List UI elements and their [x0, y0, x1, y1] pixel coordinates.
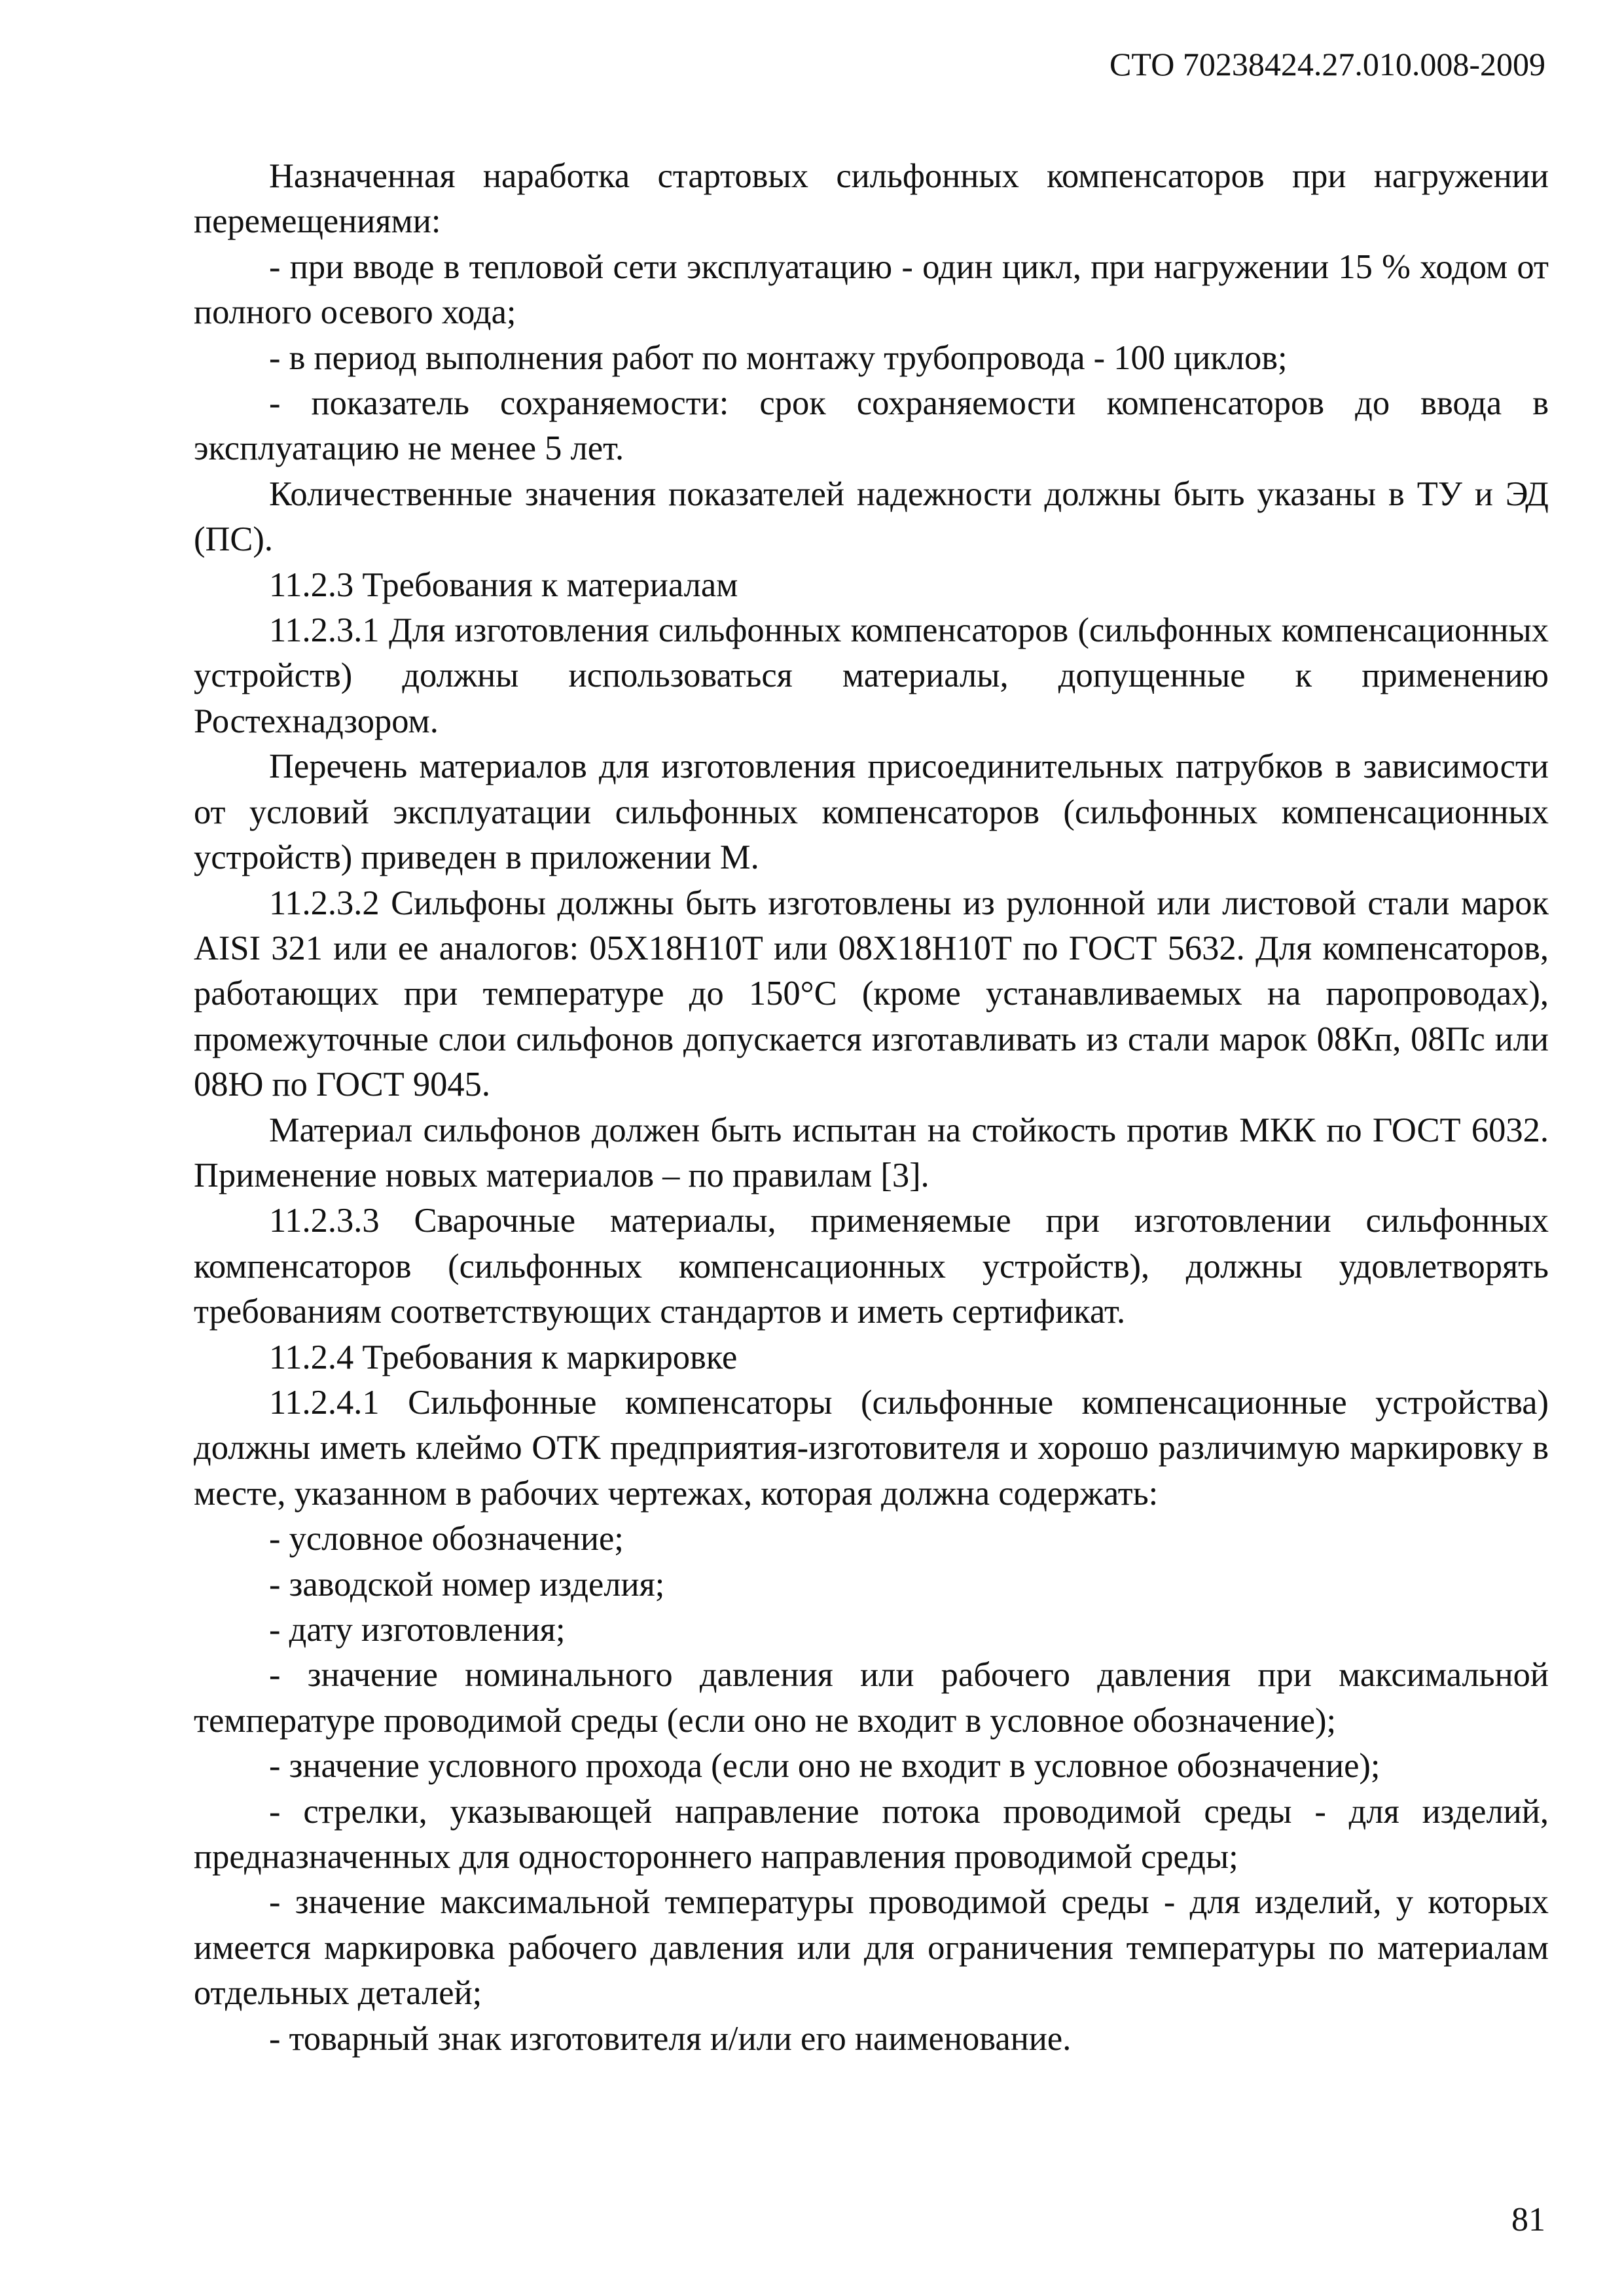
- list-item-max-temperature: - значение максимальной температуры проводимой среды - для изделий, у которых имеется маркировка рабочего давления или для ограничения температуры по материалам отдельных деталей;: [194, 1883, 1549, 2013]
- list-item-installation-period: - в период выполнения работ по монтажу трубопровода - 100 циклов;: [269, 338, 1288, 377]
- list-item-nominal-bore: - значение условного прохода (если оно не входит в условное обозначение);: [269, 1747, 1380, 1785]
- list-item-nominal-pressure: - значение номинального давления или рабочего давления при максимальной температуре проводимой среды (если оно не входит в условное обозначение);: [194, 1656, 1549, 1740]
- list-item-commissioning: - при вводе в тепловой сети эксплуатацию - один цикл, при нагружении 15 % ходом от полного осевого хода;: [194, 247, 1549, 332]
- document-code-header: СТО 70238424.27.010.008-2009: [1110, 46, 1545, 82]
- clause-11-2-3-1: 11.2.3.1 Для изготовления сильфонных компенсаторов (сильфонных компенсационных устройств) должны использоваться материалы, допущенные к применению Ростехнадзором.: [194, 611, 1549, 740]
- section-heading-materials: 11.2.3 Требования к материалам: [269, 565, 738, 604]
- paragraph-mkk-testing: Материал сильфонов должен быть испытан на стойкость против МКК по ГОСТ 6032. Применение новых материалов – по правилам [3].: [194, 1111, 1549, 1194]
- clause-11-2-4-1: 11.2.4.1 Сильфонные компенсаторы (сильфонные компенсационные устройства) должны иметь клеймо ОТК предприятия-изготовителя и хорошо различимую маркировку в месте, указанном в рабочих чертежах, которая должна содержать:: [194, 1383, 1549, 1513]
- list-item-manufacture-date: - дату изготовления;: [269, 1611, 566, 1649]
- section-heading-marking: 11.2.4 Требования к маркировке: [269, 1338, 738, 1376]
- list-item-trademark: - товарный знак изготовителя и/или его наименование.: [269, 2019, 1072, 2058]
- paragraph-materials-list: Перечень материалов для изготовления присоединительных патрубков в зависимости от условий эксплуатации сильфонных компенсаторов (сильфонных компенсационных устройств) приведен в приложении М.: [194, 747, 1549, 877]
- list-item-flow-arrow: - стрелки, указывающей направление потока проводимой среды - для изделий, предназначенных для одностороннего направления проводимой среды;: [194, 1792, 1549, 1876]
- paragraph-reliability-values: Количественные значения показателей надежности должны быть указаны в ТУ и ЭД (ПС).: [194, 475, 1549, 559]
- clause-11-2-3-3: 11.2.3.3 Сварочные материалы, применяемые при изготовлении сильфонных компенсаторов (сильфонных компенсационных устройств), должны удовлетворять требованиям соответствующих стандартов и иметь сертификат.: [194, 1202, 1549, 1331]
- list-item-designation: - условное обозначение;: [269, 1520, 624, 1558]
- clause-11-2-3-2: 11.2.3.2 Сильфоны должны быть изготовлены из рулонной или листовой стали марок AISI 321 или ее аналогов: 05Х18Н10Т или 08Х18Н10Т по ГОСТ 5632. Для компенсаторов, работающих при температуре до 150°С (кроме устанавливаемых на паропроводах), промежуточные слои сильфонов допускается изготавливать из стали марок 08Кп, 08Пс или 08Ю по ГОСТ 9045.: [194, 884, 1549, 1104]
- list-item-shelf-life: - показатель сохраняемости: срок сохраняемости компенсаторов до ввода в эксплуатацию не менее 5 лет.: [194, 384, 1549, 468]
- paragraph-assigned-operating-time: Назначенная наработка стартовых сильфонных компенсаторов при нагружении перемещениями:: [194, 157, 1549, 241]
- document-body: [194, 154, 1549, 2062]
- list-item-serial-number: - заводской номер изделия;: [269, 1565, 665, 1604]
- page-number: 81: [1511, 2201, 1545, 2238]
